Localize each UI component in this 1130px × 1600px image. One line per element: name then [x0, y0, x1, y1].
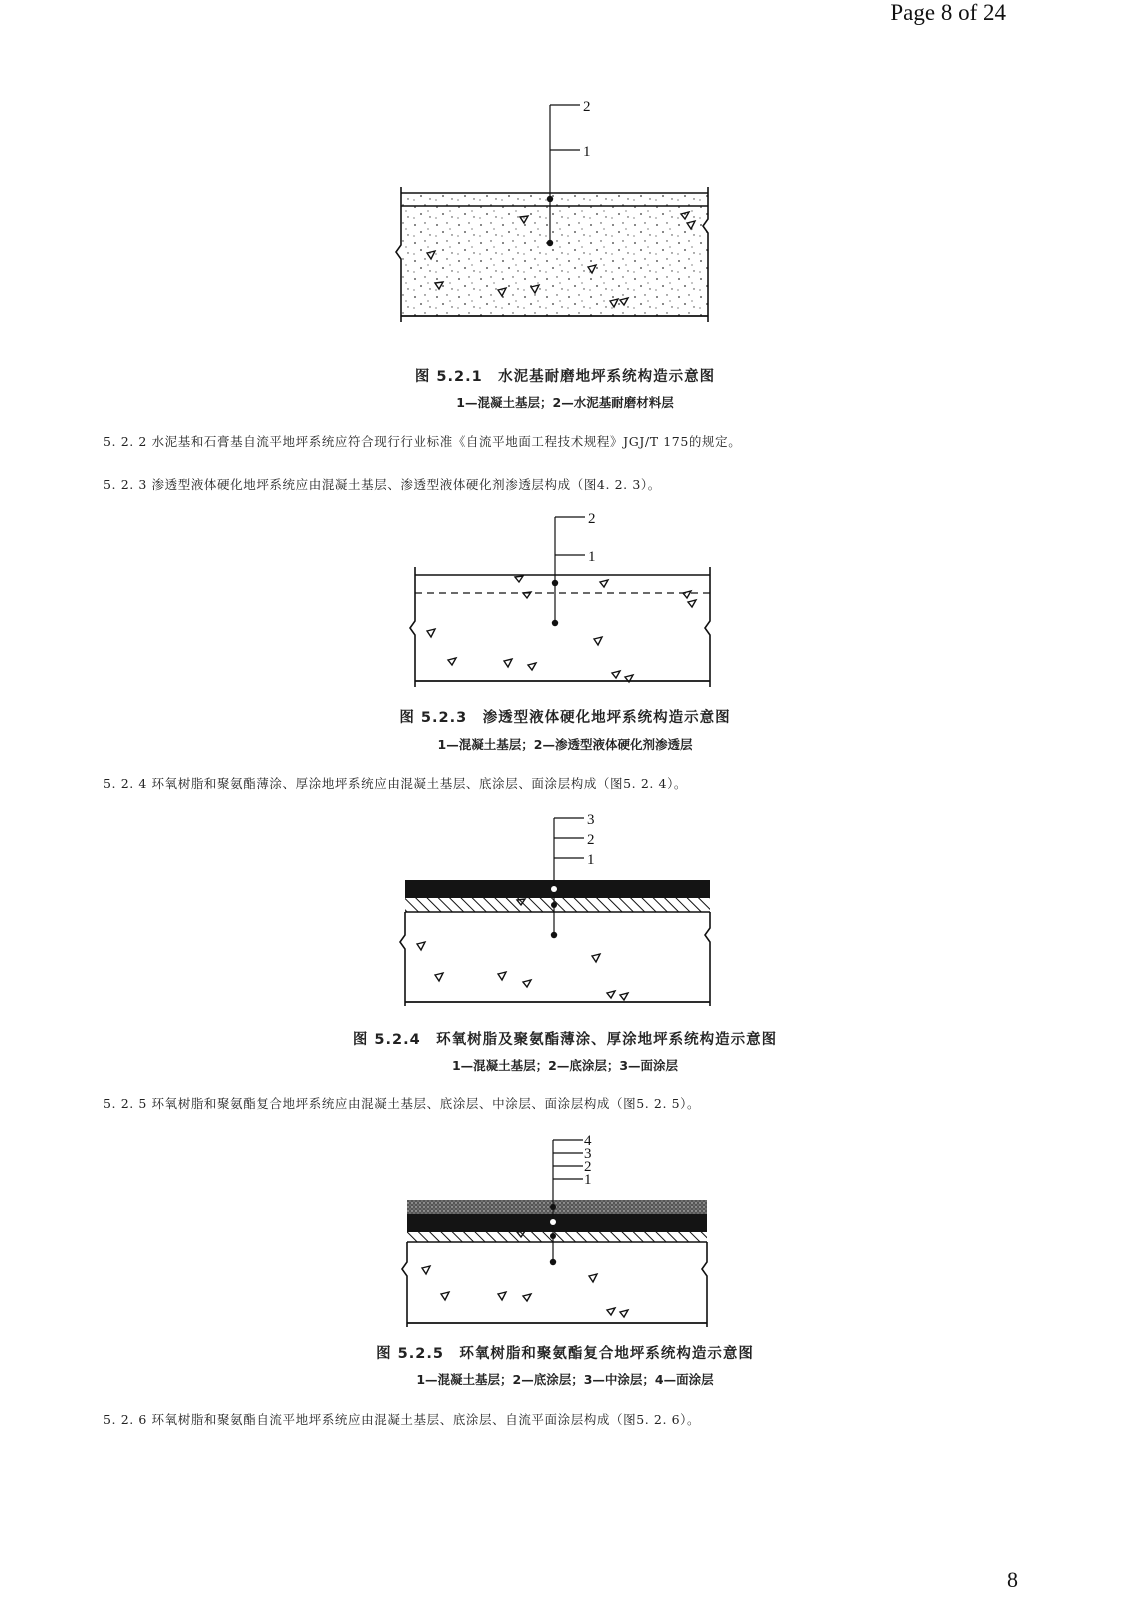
concrete-layer [401, 206, 708, 316]
figure-5-2-5-diagram [395, 1130, 725, 1330]
callout-label: 3 [584, 1146, 592, 1162]
figure-title: 图 5.2.5 环氧树脂和聚氨酯复合地坪系统构造示意图 [376, 1346, 754, 1362]
callout-label: 2 [587, 832, 595, 848]
paragraph-5-2-5: 5. 2. 5 环氧树脂和聚氨酯复合地坪系统应由混凝土基层、底涂层、中涂层、面涂层构成（图5. 2. 5）。 [103, 1096, 701, 1111]
callout-label: 1 [583, 144, 591, 160]
figure-title: 图 5.2.1 水泥基耐磨地坪系统构造示意图 [414, 369, 716, 385]
callout-label: 1 [588, 549, 596, 565]
callout-label: 1 [584, 1172, 592, 1188]
callout-label: 3 [587, 812, 595, 828]
wear-layer [401, 193, 708, 206]
callout-label: 2 [588, 511, 596, 527]
middle-coat-layer [407, 1214, 707, 1232]
page-header: Page 8 of 24 [890, 0, 1006, 25]
page-number: 8 [1007, 1567, 1018, 1592]
figure-5-2-4-diagram [395, 810, 725, 1010]
top-coat-layer [405, 880, 710, 898]
callout-label: 2 [583, 99, 591, 115]
callout-label: 2 [584, 1159, 592, 1175]
paragraph-5-2-2: 5. 2. 2 水泥基和石膏基自流平地坪系统应符合现行行业标准《自流平地面工程技术规程》JGJ/T 175的规定。 [103, 434, 742, 449]
figure-5-2-3-diagram [400, 505, 730, 695]
callout-label: 4 [584, 1133, 592, 1149]
figure-5-2-1-diagram [390, 95, 720, 330]
figure-legend: 1—混凝土基层；2—水泥基耐磨材料层 [456, 395, 674, 410]
figure-title: 图 5.2.4 环氧树脂及聚氨酯薄涂、厚涂地坪系统构造示意图 [352, 1032, 778, 1048]
figure-legend: 1—混凝土基层；2—底涂层；3—面涂层 [451, 1058, 679, 1073]
figure-legend: 1—混凝土基层；2—底涂层；3—中涂层；4—面涂层 [416, 1372, 714, 1387]
callout-label: 1 [587, 852, 595, 868]
figure-legend: 1—混凝土基层；2—渗透型液体硬化剂渗透层 [437, 737, 693, 752]
top-coat-layer [407, 1200, 707, 1214]
primer-layer [405, 898, 710, 912]
primer-layer [407, 1232, 707, 1242]
paragraph-5-2-6: 5. 2. 6 环氧树脂和聚氨酯自流平地坪系统应由混凝土基层、底涂层、自流平面涂层构成（图5. 2. 6）。 [103, 1412, 701, 1427]
figure-title: 图 5.2.3 渗透型液体硬化地坪系统构造示意图 [399, 710, 731, 726]
paragraph-5-2-4: 5. 2. 4 环氧树脂和聚氨酯薄涂、厚涂地坪系统应由混凝土基层、底涂层、面涂层构成（图5. 2. 4）。 [103, 776, 688, 791]
paragraph-5-2-3: 5. 2. 3 渗透型液体硬化地坪系统应由混凝土基层、渗透型液体硬化剂渗透层构成（图4. 2. 3）。 [103, 477, 661, 492]
